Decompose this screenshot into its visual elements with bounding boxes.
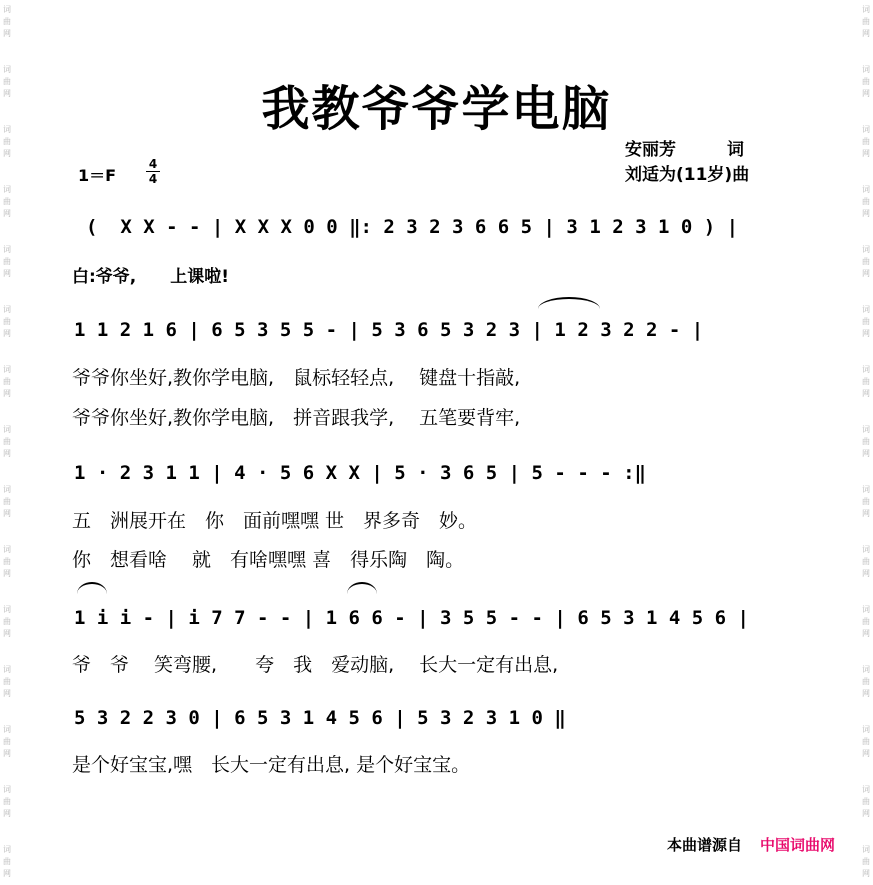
watermark-glyph: 曲 <box>3 737 11 746</box>
watermark-glyph: 曲 <box>3 557 11 566</box>
staff-row-2 <box>0 310 873 350</box>
watermark-glyph: 曲 <box>3 677 11 686</box>
watermark-glyph: 网 <box>3 329 11 338</box>
watermark-glyph: 网 <box>3 629 11 638</box>
watermark-group <box>859 244 873 280</box>
watermark-glyph: 网 <box>862 89 870 98</box>
watermark-group <box>0 244 14 280</box>
watermark-glyph: 词 <box>862 485 870 494</box>
watermark-glyph: 词 <box>3 845 11 854</box>
watermark-glyph: 词 <box>862 185 870 194</box>
staff-row-1 <box>0 207 873 247</box>
watermark-glyph: 网 <box>862 149 870 158</box>
watermark-glyph: 词 <box>3 125 11 134</box>
watermark-glyph: 网 <box>862 209 870 218</box>
watermark-group <box>0 844 14 880</box>
watermark-glyph: 网 <box>3 749 11 758</box>
watermark-glyph: 曲 <box>3 197 11 206</box>
watermark-glyph: 曲 <box>862 137 870 146</box>
watermark-glyph: 词 <box>862 5 870 14</box>
watermark-glyph: 曲 <box>862 677 870 686</box>
watermark-glyph: 曲 <box>862 317 870 326</box>
watermark-group <box>859 364 873 400</box>
watermark-glyph: 网 <box>3 389 11 398</box>
watermark-glyph: 词 <box>862 845 870 854</box>
watermark-glyph: 网 <box>862 509 870 518</box>
source-brand-link[interactable]: 中国词曲网 <box>759 836 835 854</box>
watermark-glyph: 网 <box>3 509 11 518</box>
watermark-glyph: 词 <box>862 125 870 134</box>
watermark-glyph: 曲 <box>3 77 11 86</box>
watermark-glyph: 网 <box>862 689 870 698</box>
watermark-glyph: 曲 <box>3 377 11 386</box>
watermark-glyph: 词 <box>862 785 870 794</box>
watermark-glyph: 词 <box>862 425 870 434</box>
slur <box>77 582 107 594</box>
watermark-glyph: 曲 <box>3 497 11 506</box>
watermark-group <box>859 544 873 580</box>
watermark-group <box>0 784 14 820</box>
lyric-row-1-line-1: 白:爷爷, 上课啦! <box>72 267 230 287</box>
watermark-glyph: 词 <box>862 725 870 734</box>
watermark-glyph: 网 <box>862 569 870 578</box>
staff-row-3 <box>0 453 873 493</box>
watermark-glyph: 曲 <box>3 137 11 146</box>
watermark-glyph: 词 <box>3 305 11 314</box>
watermark-group <box>859 664 873 700</box>
staff-notes: 1 i i - | i 7 7 - - | 1 6 6 - | 3 5 5 - - | 6 5 3 1 4 5 6 | <box>74 607 749 629</box>
staff-row-4 <box>0 598 873 638</box>
watermark-glyph: 词 <box>3 5 11 14</box>
source-label: 本曲谱源自 <box>666 836 742 854</box>
watermark-glyph: 网 <box>862 629 870 638</box>
watermark-glyph: 词 <box>862 605 870 614</box>
composer-credit: 刘适为(11岁)曲 <box>625 165 750 185</box>
watermark-glyph: 词 <box>862 545 870 554</box>
watermark-glyph: 词 <box>3 545 11 554</box>
watermark-glyph: 曲 <box>862 257 870 266</box>
watermark-glyph: 曲 <box>862 77 870 86</box>
watermark-glyph: 词 <box>862 365 870 374</box>
watermark-glyph: 词 <box>3 425 11 434</box>
watermark-glyph: 词 <box>3 365 11 374</box>
watermark-glyph: 曲 <box>862 737 870 746</box>
staff-notes: 1 1 2 1 6 | 6 5 3 5 5 - | 5 3 6 5 3 2 3 | 1 2 3 2 2 - | <box>74 319 704 341</box>
watermark-glyph: 曲 <box>862 497 870 506</box>
lyric-row-5-line-1: 是个好宝宝,嘿 长大一定有出息, 是个好宝宝。 <box>72 754 471 776</box>
watermark-glyph: 网 <box>3 689 11 698</box>
watermark-glyph: 曲 <box>862 797 870 806</box>
watermark-group <box>859 4 873 40</box>
watermark-glyph: 网 <box>3 29 11 38</box>
watermark-group <box>0 4 14 40</box>
lyric-row-4-line-1: 爷 爷 笑弯腰, 夸 我 爱动脑, 长大一定有出息, <box>72 654 559 676</box>
watermark-glyph: 曲 <box>3 857 11 866</box>
watermark-glyph: 网 <box>3 149 11 158</box>
watermark-glyph: 网 <box>862 809 870 818</box>
watermark-glyph: 网 <box>862 389 870 398</box>
watermark-glyph: 网 <box>862 29 870 38</box>
watermark-glyph: 网 <box>862 749 870 758</box>
watermark-glyph: 曲 <box>862 617 870 626</box>
slur <box>347 582 377 594</box>
watermark-glyph: 网 <box>3 809 11 818</box>
watermark-glyph: 词 <box>3 665 11 674</box>
lyric-row-2-line-2: 爷爷你坐好,教你学电脑, 拼音跟我学, 五笔要背牢, <box>72 407 521 429</box>
watermark-glyph: 词 <box>3 185 11 194</box>
watermark-glyph: 词 <box>862 245 870 254</box>
source-credit <box>667 834 835 855</box>
watermark-glyph: 网 <box>3 209 11 218</box>
watermark-glyph: 网 <box>3 449 11 458</box>
staff-notes: 5 3 2 2 3 0 | 6 5 3 1 4 5 6 | 5 3 2 3 1 0 ‖ <box>74 707 566 729</box>
watermark-glyph: 曲 <box>862 437 870 446</box>
lyric-row-3-line-1: 五 洲展开在 你 面前嘿嘿 世 界多奇 妙。 <box>72 510 478 532</box>
watermark-glyph: 网 <box>3 269 11 278</box>
watermark-glyph: 曲 <box>3 797 11 806</box>
watermark-glyph: 曲 <box>3 257 11 266</box>
staff-notes: ( X X - - | X X X 0 0 ‖: 2 3 2 3 6 6 5 | 3 1 2 3 1 0 ) | <box>86 216 739 238</box>
watermark-glyph: 网 <box>862 449 870 458</box>
watermark-glyph: 词 <box>3 485 11 494</box>
watermark-glyph: 词 <box>862 665 870 674</box>
watermark-glyph: 曲 <box>862 557 870 566</box>
watermark-glyph: 网 <box>862 329 870 338</box>
staff-row-5 <box>0 698 873 738</box>
staff-notes: 1 · 2 3 1 1 | 4 · 5 6 X X | 5 · 3 6 5 | 5 - - - :‖ <box>74 462 646 484</box>
watermark-glyph: 词 <box>3 785 11 794</box>
time-signature <box>146 157 160 186</box>
watermark-group <box>859 784 873 820</box>
key-signature: 1＝F <box>78 166 117 185</box>
watermark-glyph: 词 <box>3 65 11 74</box>
watermark-glyph: 网 <box>3 89 11 98</box>
watermark-group <box>0 364 14 400</box>
watermark-glyph: 曲 <box>862 377 870 386</box>
watermark-group <box>0 664 14 700</box>
watermark-glyph: 词 <box>3 245 11 254</box>
watermark-glyph: 词 <box>862 305 870 314</box>
song-title: 我教爷爷学电脑 <box>261 81 612 137</box>
watermark-glyph: 词 <box>3 605 11 614</box>
watermark-glyph: 词 <box>3 725 11 734</box>
watermark-glyph: 词 <box>862 65 870 74</box>
watermark-glyph: 网 <box>3 869 11 878</box>
watermark-glyph: 曲 <box>3 437 11 446</box>
slur <box>538 297 600 309</box>
watermark-glyph: 曲 <box>3 317 11 326</box>
watermark-glyph: 网 <box>862 269 870 278</box>
time-numerator: 4 <box>146 157 160 172</box>
time-denominator: 4 <box>148 172 158 186</box>
watermark-glyph: 曲 <box>862 17 870 26</box>
watermark-glyph: 曲 <box>862 857 870 866</box>
watermark-glyph: 曲 <box>3 617 11 626</box>
watermark-glyph: 曲 <box>3 17 11 26</box>
watermark-group <box>0 544 14 580</box>
lyric-row-2-line-1: 爷爷你坐好,教你学电脑, 鼠标轻轻点, 键盘十指敲, <box>72 367 521 389</box>
watermark-glyph: 网 <box>862 869 870 878</box>
lyric-row-3-line-2: 你 想看啥 就 有啥嘿嘿 喜 得乐陶 陶。 <box>72 549 465 571</box>
watermark-group <box>859 844 873 880</box>
watermark-glyph: 曲 <box>862 197 870 206</box>
lyricist-credit: 安丽芳 词 <box>625 140 744 160</box>
watermark-glyph: 网 <box>3 569 11 578</box>
